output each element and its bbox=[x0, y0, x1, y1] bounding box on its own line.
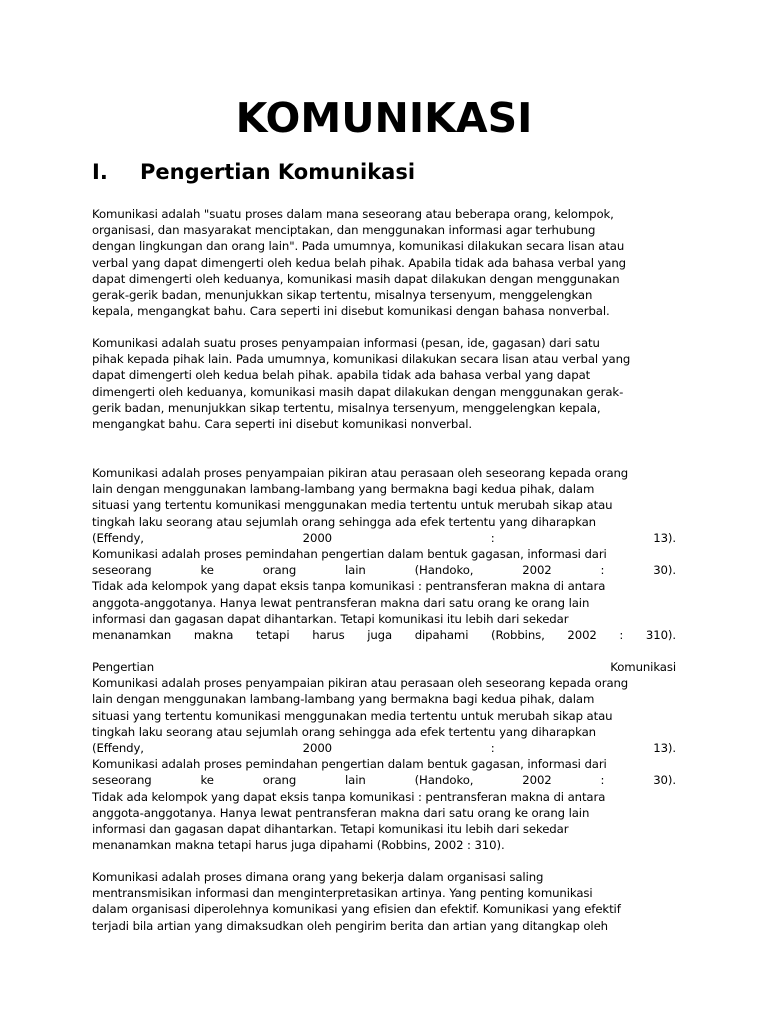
citation-word: 2002 bbox=[522, 773, 552, 788]
text-line: Tidak ada kelompok yang dapat eksis tanpa komunikasi : pentransferan makna di antara bbox=[92, 579, 606, 594]
text-line: Komunikasi adalah proses penyampaian pikiran atau perasaan oleh seseorang kepada orang bbox=[92, 466, 629, 480]
citation-word: (Robbins, bbox=[491, 628, 545, 643]
text-line: Tidak ada kelompok yang dapat eksis tanpa komunikasi : pentransferan makna di antara bbox=[92, 789, 606, 804]
text-line: gerak-gerik badan, menunjukkan sikap tertentu, misalnya tersenyum, menggelengkan bbox=[92, 288, 593, 303]
citation-word: tetapi bbox=[255, 628, 290, 643]
citation-word: (Effendy, bbox=[92, 530, 144, 545]
citation-line-effendy bbox=[92, 740, 676, 756]
paragraph-4 bbox=[92, 659, 676, 853]
text-line: gerik badan, menunjukkan sikap tertentu, misalnya tersenyum, menggelengkan kepala, bbox=[92, 400, 601, 415]
text-line: dimengerti oleh keduanya, komunikasi masih dapat dilakukan dengan menggunakan gerak- bbox=[92, 384, 624, 399]
citation-word: (Handoko, bbox=[414, 563, 474, 578]
citation-word: 2002 bbox=[522, 563, 552, 578]
citation-word: : bbox=[490, 741, 495, 756]
text-line: anggota-anggotanya. Hanya lewat pentransferan makna dari satu orang ke orang lain bbox=[92, 595, 590, 610]
citation-word: lain bbox=[345, 773, 366, 788]
citation-word: orang bbox=[262, 773, 297, 788]
text-line: situasi yang tertentu komunikasi menggunakan media tertentu untuk merubah sikap atau bbox=[92, 708, 613, 723]
paragraph-2 bbox=[92, 335, 676, 432]
text-line: lain dengan menggunakan lambang-lambang yang bermakna bagi kedua pihak, dalam bbox=[92, 692, 595, 707]
text-line: Komunikasi adalah proses dimana orang yang bekerja dalam organisasi saling bbox=[92, 870, 544, 884]
citation-line-robbins bbox=[92, 627, 676, 643]
text-line: mentransmisikan informasi dan menginterpretasikan artinya. Yang penting komunikasi bbox=[92, 886, 593, 901]
citation-word: dipahami bbox=[414, 628, 469, 643]
citation-word: makna bbox=[193, 628, 234, 643]
paragraph-1 bbox=[92, 206, 676, 319]
citation-word: 2000 bbox=[302, 741, 332, 756]
text-line: verbal yang dapat dimengerti oleh kedua belah pihak. Apabila tidak ada bahasa verbal yang bbox=[92, 255, 626, 270]
citation-word: 2002 bbox=[567, 628, 597, 643]
text-line: Komunikasi adalah suatu proses penyampaian informasi (pesan, ide, gagasan) dari satu bbox=[92, 336, 600, 350]
citation-line-handoko bbox=[92, 562, 676, 578]
citation-word: : bbox=[619, 628, 624, 643]
paragraph-header-line bbox=[92, 659, 676, 675]
text-line: anggota-anggotanya. Hanya lewat pentransferan makna dari satu orang ke orang lain bbox=[92, 805, 590, 820]
header-word: Pengertian bbox=[92, 660, 155, 674]
citation-word: : bbox=[600, 563, 605, 578]
citation-word: : bbox=[490, 530, 495, 545]
section-number: I. bbox=[92, 160, 108, 184]
citation-word: 310). bbox=[645, 628, 676, 643]
text-line: informasi dan gagasan dapat dihantarkan. Tetapi komunikasi itu lebih dari sekedar bbox=[92, 611, 569, 626]
citation-word: harus bbox=[312, 628, 345, 643]
header-word: Komunikasi bbox=[610, 660, 676, 674]
text-line: Komunikasi adalah proses pemindahan pengertian dalam bentuk gagasan, informasi dari bbox=[92, 547, 607, 562]
section-heading bbox=[92, 158, 415, 186]
citation-word: (Effendy, bbox=[92, 741, 144, 756]
text-line: Komunikasi adalah proses penyampaian pikiran atau perasaan oleh seseorang kepada orang bbox=[92, 676, 629, 691]
citation-word: : bbox=[600, 773, 605, 788]
citation-line-effendy bbox=[92, 530, 676, 546]
citation-word: orang bbox=[262, 563, 297, 578]
text-line: dengan lingkungan dan orang lain". Pada umumnya, komunikasi dilakukan secara lisan atau bbox=[92, 239, 625, 254]
citation-word: 13). bbox=[653, 741, 676, 756]
text-line: organisasi, dan masyarakat menciptakan, dan menggunakan informasi agar terhubung bbox=[92, 223, 596, 238]
text-line: Komunikasi adalah proses pemindahan pengertian dalam bentuk gagasan, informasi dari bbox=[92, 757, 607, 772]
citation-word: ke bbox=[200, 563, 214, 578]
text-line: menanamkan makna tetapi harus juga dipahami (Robbins, 2002 : 310). bbox=[92, 838, 505, 853]
text-line: mengangkat bahu. Cara seperti ini disebut komunikasi nonverbal. bbox=[92, 417, 473, 432]
citation-word: juga bbox=[367, 628, 393, 643]
citation-word: seseorang bbox=[92, 773, 152, 788]
citation-word: ke bbox=[200, 773, 214, 788]
citation-word: 13). bbox=[653, 530, 676, 545]
page-title: KOMUNIKASI bbox=[235, 94, 533, 142]
text-line: lain dengan menggunakan lambang-lambang yang bermakna bagi kedua pihak, dalam bbox=[92, 482, 595, 497]
text-line: kepala, mengangkat bahu. Cara seperti ini disebut komunikasi dengan bahasa nonverbal. bbox=[92, 304, 610, 319]
text-line: dapat dimengerti oleh kedua belah pihak. apabila tidak ada bahasa verbal yang dapat bbox=[92, 368, 591, 383]
text-line: informasi dan gagasan dapat dihantarkan. Tetapi komunikasi itu lebih dari sekedar bbox=[92, 822, 569, 837]
text-line: situasi yang tertentu komunikasi menggunakan media tertentu untuk merubah sikap atau bbox=[92, 498, 613, 513]
citation-line-handoko bbox=[92, 772, 676, 788]
text-line: tingkah laku seorang atau sejumlah orang sehingga ada efek tertentu yang diharapkan bbox=[92, 724, 596, 739]
paragraph-3 bbox=[92, 465, 676, 643]
citation-word: 2000 bbox=[302, 530, 332, 545]
text-line: terjadi bila artian yang dimaksudkan oleh pengirim berita dan artian yang ditangkap oleh bbox=[92, 918, 608, 933]
section-title: Pengertian Komunikasi bbox=[140, 160, 416, 184]
citation-word: seseorang bbox=[92, 563, 152, 578]
citation-word: 30). bbox=[653, 563, 676, 578]
citation-word: lain bbox=[345, 563, 366, 578]
text-line: Komunikasi adalah "suatu proses dalam mana seseorang atau beberapa orang, kelompok, bbox=[92, 207, 614, 221]
paragraph-5 bbox=[92, 869, 676, 934]
citation-word: 30). bbox=[653, 773, 676, 788]
citation-word: (Handoko, bbox=[414, 773, 474, 788]
text-line: pihak kepada pihak lain. Pada umumnya, komunikasi dilakukan secara lisan atau verbal yang bbox=[92, 352, 631, 367]
text-line: dapat dimengerti oleh keduanya, komunikasi masih dapat dilakukan dengan menggunakan bbox=[92, 271, 620, 286]
text-line: tingkah laku seorang atau sejumlah orang sehingga ada efek tertentu yang diharapkan bbox=[92, 514, 596, 529]
citation-word: menanamkan bbox=[92, 628, 172, 643]
text-line: dalam organisasi diperolehnya komunikasi yang efisien dan efektif. Komunikasi yang efektif bbox=[92, 902, 621, 917]
